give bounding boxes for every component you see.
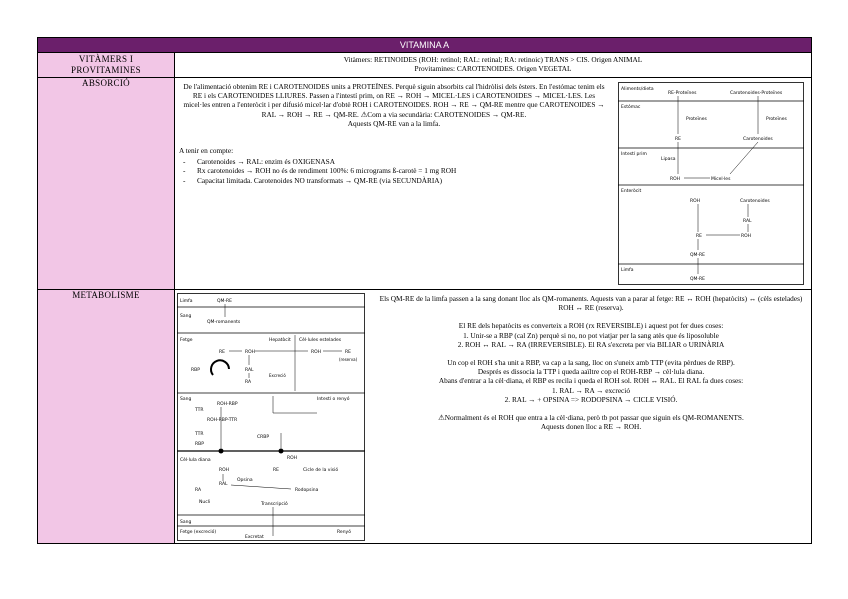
list-item: - Carotenoides → RAL: enzim és OXIGENASA <box>197 157 609 166</box>
label-cel-estelades: Cèl·lules estelades <box>299 338 342 343</box>
absorcio-cell <box>175 78 812 290</box>
label-nucli: Nucli <box>199 500 211 505</box>
label-excretat: Excretat <box>245 535 264 540</box>
section-enterocit: Enteròcit <box>621 189 642 194</box>
label-re-3: RE <box>273 468 279 473</box>
label-proteines-2: Proteïnes <box>766 117 787 122</box>
section-dieta: Aliments/dieta <box>621 87 654 92</box>
label-crbp: CRBP <box>257 435 270 440</box>
list-item: 1. RAL → RA → excreció <box>552 385 630 395</box>
label-ral: RAL <box>245 368 254 373</box>
label-ttr-2: TTR <box>195 432 204 437</box>
label-qm-re-2: QM-RE <box>690 277 706 282</box>
metabolisme-cell <box>175 290 812 544</box>
label-line: PROVITAMINES <box>71 65 141 75</box>
metabolisme-paragraph: Abans d'entrar a la cèl·diana, el RBP es recila i queda el ROH sol. ROH ↔ RAL. El RAL fa dues coses: <box>438 376 744 386</box>
absorption-diagram <box>618 82 804 285</box>
metabolisme-list-2 <box>373 386 809 404</box>
section-intesti: Intestí prim <box>621 152 647 157</box>
label-rbp: RBP <box>191 368 200 373</box>
label-qm-re: QM-RE <box>690 253 706 258</box>
row-label-metabolisme <box>38 290 175 544</box>
metabolisme-text <box>369 290 813 431</box>
metabolism-diagram <box>177 293 365 541</box>
note-title: A tenir en compte: <box>179 146 234 156</box>
metabolisme-paragraph: Els QM-RE de la limfa passen a la sang donant lloc als QM-romanents. Aquests van a parar al fetge: RE ↔ ROH (hepatòcits) ↔ (cèls estelades) ROH ↔ RE (reserva). <box>379 294 803 313</box>
label-ral: RAL <box>743 219 752 224</box>
label-re-proteines: RE-Proteïnes <box>668 91 697 96</box>
label-roh: ROH <box>670 177 681 182</box>
label-roh-rbp: ROH-RBP <box>217 402 238 407</box>
metabolisme-list <box>373 331 809 349</box>
label-hepatocit: Hepatòcit <box>269 338 291 343</box>
absorcio-text <box>175 78 613 185</box>
list-item: 2. RAL → + OPSINA => RODOPSINA → CICLE VISIÓ. <box>504 394 678 404</box>
label-carotenoides: Carotenoides <box>743 137 773 142</box>
label-roh-2: ROH <box>690 199 701 204</box>
label-line: VITÀMERS I <box>78 54 134 64</box>
label-re: RE <box>219 350 225 355</box>
row-label-vitamers <box>38 53 175 78</box>
label-re: RE <box>675 137 681 142</box>
label-roh-3: ROH <box>741 234 752 239</box>
vitamers-cell <box>175 53 812 78</box>
label-roh: ROH <box>245 350 256 355</box>
metabolisme-paragraph: El RE dels hepatòcits es converteix a ROH (rx REVERSIBLE) i aquest pot fer dues coses: <box>458 321 724 331</box>
label-rodopsina: Rodopsina <box>295 488 319 493</box>
list-item: - Capacitat limitada. Carotenoides NO transformats → QM-RE (via SECUNDÀRIA) <box>197 176 609 185</box>
label-carot-proteines: Carotenoides-Proteïnes <box>730 91 783 96</box>
provitamines-line: Provitamines: CAROTENOIDES. Origen VEGETAL <box>414 64 572 74</box>
section-sang-3: Sang <box>180 520 192 525</box>
label-ra: RA <box>245 380 252 385</box>
absorcio-paragraph: De l'alimentació obtenim RE i CAROTENOIDES units a PROTEÏNES. Perquè siguin absorbits cal l'hidròlisi dels èsters. En l'estómac tenim els RE i els CAROTENOIDES LLIURES. Passen a l'intestí prim, on RE → ROH → MICEL·LES i CAROTENOIDES → MICEL·LES. Les micel·les entren a l'enteròcit i per difusió micel·lar d'obtè ROH i CAROTENOIDES. ROH → RE → QM-RE mentre que CAROTENOIDES → RAL → ROH → RE → QM-RE. ⚠Com a via secundària: CAROTENOIDES → QM-RE. <box>183 82 605 119</box>
section-sang-2: Sang <box>180 397 192 402</box>
label-cicle-visio: Cicle de la visió <box>303 468 339 473</box>
label-qm-re: QM-RE <box>217 299 233 304</box>
document-page <box>37 37 811 544</box>
table-title: VITAMINA A <box>38 38 812 53</box>
label-micelles: Micel·les <box>711 177 731 182</box>
label-cel-diana-roh: ROH <box>287 456 298 461</box>
vitamers-line: Vitàmers: RETINOIDES (ROH: retinol; RAL: retinal; RA: retinoic) TRANS > CIS. Origen ANIMAL <box>343 55 643 64</box>
label-intestinal: Intestí o renyó <box>317 397 350 402</box>
label-transcripcio: Transcripció <box>261 502 288 507</box>
label-rbp-2: RBP <box>195 442 204 447</box>
label-qm-romanents: QM-romanents <box>207 320 241 325</box>
label-re-2: RE <box>696 234 702 239</box>
metabolisme-paragraph: ⚠Normalment és el ROH que entra a la cèl·diana, però tb pot passar que siguin els QM-ROMANENTS. <box>438 413 744 423</box>
absorcio-paragraph: Aquests QM-RE van a la limfa. <box>347 118 441 128</box>
metabolisme-paragraph: Després es dissocia la TTP i queda aaïltre cop el ROH-RBP → cèl·lula diana. <box>477 367 705 377</box>
vitamin-a-table <box>37 37 812 544</box>
label-text: METABOLISME <box>72 290 140 300</box>
list-item: - Rx carotenoides → ROH no és de rendiment 100%: 6 micrograms ß-carotè = 1 mg ROH <box>197 166 609 175</box>
label-opsina: Opsina <box>237 478 253 483</box>
note-list <box>179 157 609 185</box>
section-sang: Sang <box>180 314 192 319</box>
label-ttr: TTR <box>195 408 204 413</box>
label-roh-rbp-ttr: ROH-RBP-TTR <box>207 418 238 423</box>
label-roh-2: ROH <box>311 350 322 355</box>
label-re-2: RE <box>345 350 351 355</box>
label-ral-2: RAL <box>219 482 228 487</box>
section-estomac: Estómac <box>621 105 641 110</box>
section-limfa: Limfa <box>621 268 634 273</box>
list-item: 2. ROH ↔ RAL → RA (IRREVERSIBLE). El RA s'excreta per via BILIAR o URINÀRIA <box>457 339 725 349</box>
section-cel-diana: Cèl·lula diana <box>180 458 211 463</box>
section-fetge: Fetge <box>180 338 193 343</box>
label-excrecio: Excreció <box>269 373 286 378</box>
label-roh-3: ROH <box>219 468 230 473</box>
label-proteines: Proteïnes <box>686 117 707 122</box>
metabolisme-paragraph: Aquests donen lloc a RE → ROH. <box>540 422 642 432</box>
label-carotenoides-2: Carotenoides <box>740 199 770 204</box>
section-fetge-excrecio: Fetge (excreció) <box>180 530 217 535</box>
label-renyo: Renyó <box>337 530 351 535</box>
row-label-absorcio <box>38 78 175 290</box>
label-text: ABSORCIÓ <box>82 78 130 88</box>
label-ra-2: RA <box>195 488 202 493</box>
label-reserva: (reserva) <box>339 357 358 362</box>
section-limfa: Limfa <box>180 299 193 304</box>
list-item: 1. Unir-se a RBP (cal Zn) perquè si no, no pot viatjar per la sang atès que és liposoluble <box>463 330 719 340</box>
label-lipasa: Lipasa <box>661 157 676 162</box>
metabolisme-paragraph: Un cop el ROH s'ha unit a RBP, va cap a la sang, lloc on s'uneix amb TTP (evita pèrdues de RBP). <box>447 358 735 368</box>
